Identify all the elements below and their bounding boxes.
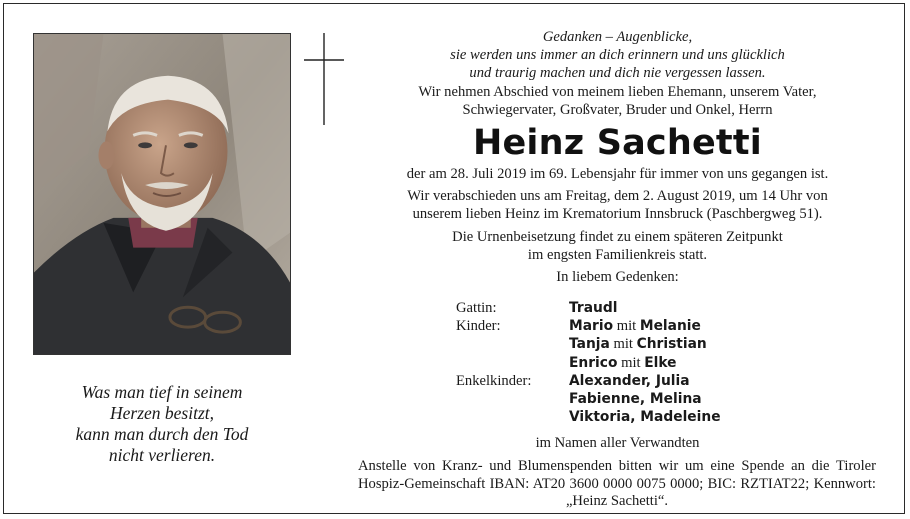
poem-line: Gedanken – Augenblicke, <box>542 29 693 45</box>
quote-line: Herzen besitzt, <box>109 403 215 423</box>
cross-icon <box>304 33 344 125</box>
grandchildren-names: Alexander, Julia <box>569 372 690 389</box>
poem-line: sie werden uns immer an dich erinnern und uns glücklich <box>450 47 785 64</box>
family-list <box>456 299 756 426</box>
relatives-line: im Namen aller Verwandten <box>535 435 700 451</box>
quote-line: kann man durch den Tod <box>75 424 249 444</box>
intro-line: Wir nehmen Abschied von meinem lieben Ehemann, unserem Vater, <box>418 83 817 100</box>
farewell-line: unserem lieben Heinz im Krematorium Innsbruck (Paschbergweg 51). <box>412 206 823 223</box>
portrait-photo <box>33 33 291 355</box>
spouse-name: Traudl <box>569 300 618 316</box>
spouse-label: Gattin: <box>456 300 497 316</box>
child-name: Tanja <box>569 336 610 353</box>
obituary-main-text <box>350 28 885 286</box>
grandchildren-names: Viktoria, Madeleine <box>569 409 721 426</box>
child-with: mit <box>616 318 637 335</box>
family-row-spouse <box>456 299 756 317</box>
donation-line: RZTIAT22; Kennwort:„Heinz Sachetti“. <box>565 475 876 510</box>
deceased-name: Heinz Sachetti <box>473 123 762 164</box>
children-label: Kinder: <box>456 318 501 335</box>
family-row-children <box>456 354 756 372</box>
death-line: der am 28. Juli 2019 im 69. Lebensjahr für immer von uns gegangen ist. <box>406 166 829 183</box>
donation-line: Anstelle von Kranz- und Blumenspenden bitten wir um eine Spende an <box>358 458 805 474</box>
donation-notice <box>358 458 876 511</box>
child-partner: Christian <box>636 336 707 353</box>
grandchildren-label: Enkelkinder: <box>456 372 532 389</box>
urn-line: im engsten Familienkreis statt. <box>527 246 708 263</box>
family-row-children <box>456 317 756 335</box>
donation-line: die Tiroler Hospiz-Gemeinschaft IBAN: AT20 3600 0000 0075 0000; BIC: <box>358 458 876 492</box>
quote-line: Was man tief in seinem <box>81 382 243 402</box>
child-with: mit <box>621 354 641 371</box>
child-partner: Melanie <box>639 318 701 335</box>
urn-line: Die Urnenbeisetzung findet zu einem späteren Zeitpunkt <box>452 228 783 245</box>
farewell-line: Wir verabschieden uns am Freitag, dem 2. August 2019, um 14 Uhr von <box>407 188 828 205</box>
family-row-grandchildren <box>456 390 756 408</box>
child-name: Mario <box>569 318 614 335</box>
family-row-grandchildren <box>456 408 756 426</box>
poem-line: und traurig machen und dich nie vergessen lassen. <box>469 65 766 82</box>
family-row-children <box>456 335 756 353</box>
child-name: Enrico <box>569 354 618 371</box>
quote-line: nicht verlieren. <box>108 445 216 465</box>
intro-line: Schwiegervater, Großvater, Bruder und Onkel, Herrn <box>462 101 773 118</box>
memorial-quote <box>33 382 291 466</box>
child-with: mit <box>613 336 633 353</box>
family-row-grandchildren <box>456 372 756 390</box>
in-memory-heading: In liebem Gedenken: <box>556 269 679 286</box>
child-partner: Elke <box>644 354 677 371</box>
grandchildren-names: Fabienne, Melina <box>569 390 702 407</box>
